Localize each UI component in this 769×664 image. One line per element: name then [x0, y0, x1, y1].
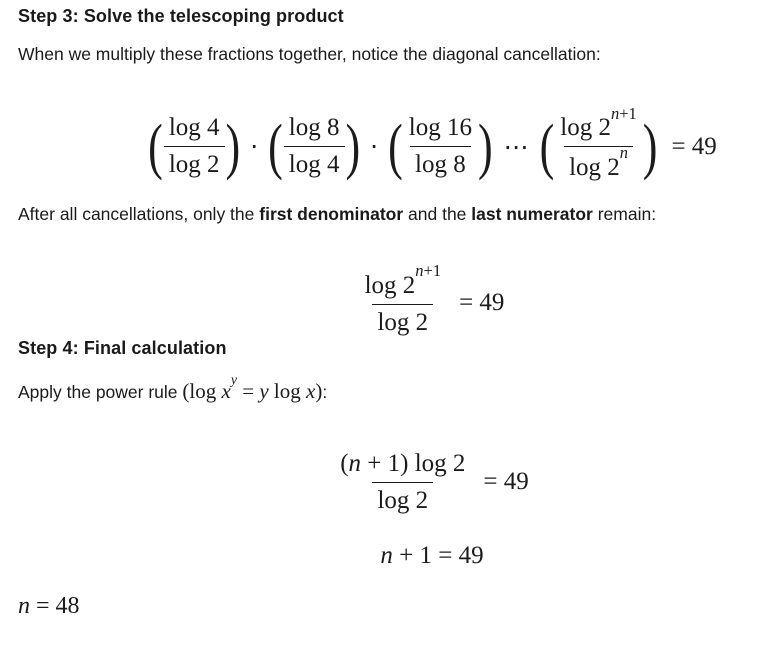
var-n: n — [348, 449, 362, 477]
cancel-text-middle: and the — [403, 203, 472, 224]
close-paren: ) — [477, 111, 493, 181]
open-log: (log — [182, 378, 222, 403]
step4-heading: Step 4: Final calculation — [18, 337, 227, 358]
var-y: y — [259, 378, 269, 403]
linear-equation — [113, 542, 751, 570]
fraction-3-denominator: log 8 — [410, 146, 471, 179]
bold-last-numerator: last numerator — [471, 203, 593, 224]
var-n: n — [380, 541, 393, 569]
reduced-denominator: log 2 — [372, 304, 433, 337]
sup-var-y: y — [230, 372, 237, 388]
exponent-var: n — [415, 261, 424, 281]
fraction-1-numerator: log 4 — [168, 114, 220, 142]
step3-heading: Step 3: Solve the telescoping product — [18, 6, 344, 26]
equals-result: = 49 — [459, 289, 505, 317]
close-paren: ) — [225, 111, 241, 181]
open-paren: ( — [340, 449, 349, 477]
fraction-group-1 — [147, 111, 241, 181]
log-base: log 2 — [569, 153, 620, 181]
log-base: log 2 — [560, 114, 611, 142]
final-fraction — [335, 450, 470, 515]
var-x: x — [305, 378, 316, 403]
answer-paragraph — [18, 591, 751, 621]
log-base: log 2 — [364, 271, 416, 299]
open-paren: ( — [268, 111, 283, 181]
final-denominator: log 2 — [372, 482, 433, 515]
step3-intro-text: When we multiply these fractions together, notice the diagonal cancellation: — [18, 44, 601, 64]
fraction-2 — [284, 114, 345, 179]
final-numerator — [335, 450, 470, 482]
exponent-rest: +1 — [619, 103, 637, 123]
linear-equation-row — [380, 542, 483, 570]
fraction-1 — [164, 114, 225, 179]
power-rule-prefix: Apply the power rule — [18, 381, 183, 402]
equals-result: = 49 — [483, 468, 529, 496]
step3-intro-paragraph — [18, 41, 751, 67]
reduced-numerator — [360, 261, 447, 304]
fraction-last-numerator — [555, 103, 642, 146]
equals-sign: = — [236, 378, 260, 403]
reduced-fraction — [360, 261, 447, 337]
fraction-3-numerator: log 16 — [408, 114, 472, 142]
fraction-group-3 — [387, 111, 494, 181]
fraction-2-denominator: log 4 — [284, 146, 345, 179]
power-rule-suffix: : — [322, 381, 328, 402]
power-rule-paragraph — [18, 372, 751, 406]
fraction-group-2 — [267, 111, 361, 181]
bold-first-denominator: first denominator — [259, 203, 404, 224]
cancel-text-after: remain: — [592, 203, 657, 224]
fraction-group-last — [539, 103, 659, 182]
close-paren: ) — [345, 111, 361, 181]
close-paren: ) — [315, 378, 323, 403]
fraction-last — [555, 103, 642, 182]
fraction-2-numerator: log 8 — [288, 114, 340, 142]
linear-equation-rest: + 1 = 49 — [392, 541, 484, 569]
exponent-var: n — [610, 103, 620, 123]
fraction-last-denominator — [564, 142, 633, 181]
multiplication-dot: ⋅ — [370, 133, 379, 161]
var-n: n — [18, 592, 30, 619]
open-paren: ( — [148, 111, 163, 181]
fraction-1-denominator: log 2 — [164, 146, 225, 179]
cancel-text-before: After all cancellations, only the — [18, 203, 260, 224]
power-rule-inline-math — [182, 372, 323, 403]
cancellation-paragraph — [18, 201, 751, 227]
fraction-3 — [404, 114, 477, 179]
final-calculation-formula — [113, 450, 751, 515]
close-paren: ) — [642, 111, 658, 181]
telescoping-formula — [113, 103, 751, 182]
log-word: log — [268, 378, 306, 403]
equals-result: = 49 — [671, 132, 717, 160]
var-x: x — [221, 378, 231, 403]
numerator-rest: + 1) log 2 — [361, 449, 466, 477]
reduced-formula — [113, 261, 751, 337]
ellipsis-dots: ⋯ — [503, 133, 529, 161]
multiplication-dot: ⋅ — [250, 133, 259, 161]
exponent-var: n — [619, 142, 629, 162]
open-paren: ( — [388, 111, 403, 181]
open-paren: ( — [539, 111, 555, 181]
answer-rest: = 48 — [30, 592, 80, 619]
exponent-rest: +1 — [423, 261, 442, 281]
